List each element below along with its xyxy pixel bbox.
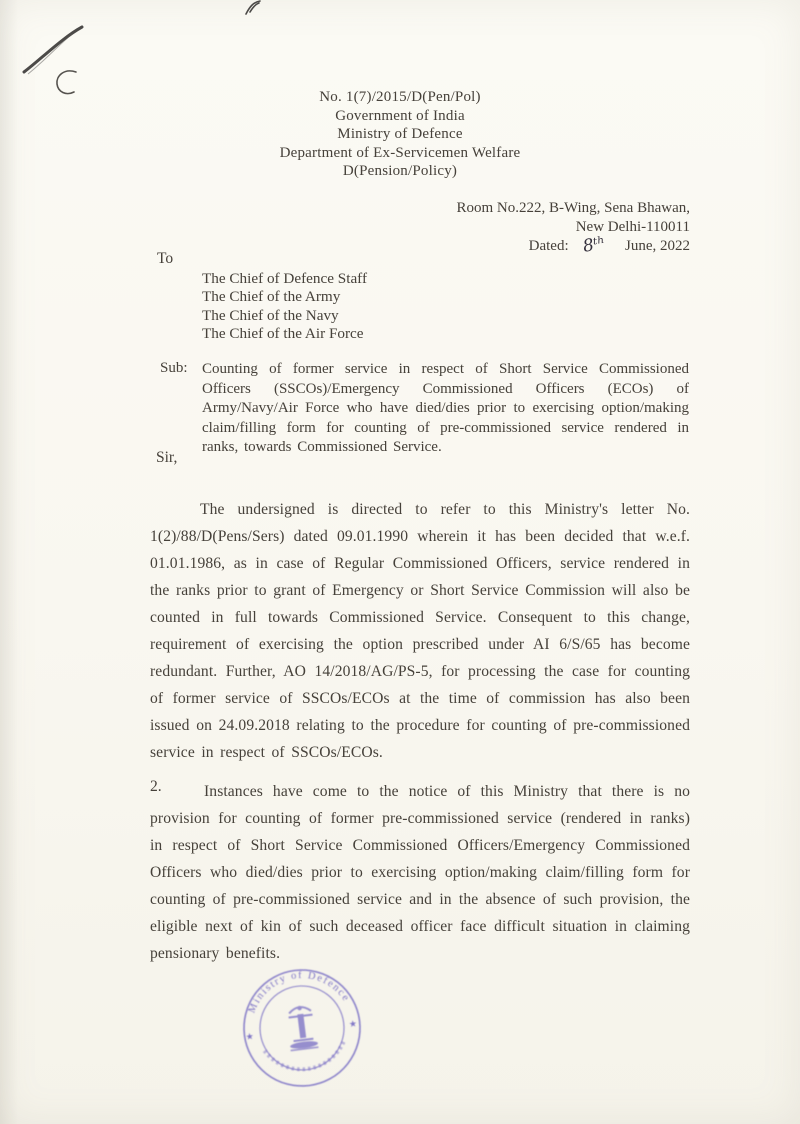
org-line-division: D(Pension/Policy) [342,163,458,179]
body-paragraph-2: Instances have come to the notice of this Ministry that there is no provision for counting of former pre-commissioned service (rendered in ranks) in respect of Short Service Commissioned Officers/Emergency Commissioned Officers who died/dies prior to exercising option/making claim/filling form for counting of pre-commissioned service and in the absence of such provision, the eligible next of kin of such deceased officer face difficult situation in claiming pensionary benefits. [150,783,690,962]
dated-label: Dated: [528,238,569,254]
recipient-navy: The Chief of the Navy [202,306,339,324]
org-line-ministry: Ministry of Defence [337,126,463,142]
to-label: To [157,250,174,267]
reference-number: No. 1(7)/2015/D(Pen/Pol) [319,89,481,105]
subject-text: Counting of former service in respect of Short Service Commissioned Officers (SSCOs)/Emergency Commissioned Officers (ECOs) of Army/Navy/Air Force who have died/dies prior to exercising option/making claim/filling form for counting of pre-commissioned service rendered in ranks, towards Commissioned Service. [202,361,689,456]
org-line-govt: Government of India [335,107,465,124]
dated-month-year: June, 2022 [625,238,690,254]
recipient-list [202,270,367,343]
stamp-star-left-icon: ★ [245,1030,255,1042]
paragraph-2-number: 2. [150,778,162,795]
recipient-army: The Chief of the Army [202,288,341,306]
dated-line [456,233,690,257]
stamp-top-text: Ministry of Defence [246,969,352,1015]
letterhead [0,88,800,181]
recipient-cds: The Chief of Defence Staff [202,270,368,287]
ministry-of-defence-stamp [228,954,375,1101]
org-line-department: Department of Ex-Servicemen Welfare [279,144,521,161]
stamp-star-right-icon: ★ [348,1018,358,1030]
body-paragraph-1: The undersigned is directed to refer to this Ministry's letter No. 1(2)/88/D(Pens/Sers) dated 09.01.1990 wherein it has been decided that w.e.f. 01.01.1986, as in case of Regular Commissioned Officers, service rendered in the ranks prior to grant of Emergency or Short Service Commission will also be counted in full towards Commissioned Service. Consequent to this change, requirement of exercising the option prescribed under AI 6/S/65 has become redundant. Further, AO 14/2018/AG/PS-5, for processing the case for counting of former service of SSCOs/ECOs at the time of commission has also been issued on 24.09.2018 relating to the procedure for counting of pre-commissioned service in respect of SSCOs/ECOs. [150,501,690,761]
address-line-1: Room No.222, B-Wing, Sena Bhawan, [456,200,690,216]
subject-label: Sub: [160,360,188,376]
office-address-block [456,199,690,256]
handwritten-date: 8ᵗʰ [581,233,607,257]
ashoka-emblem-icon [285,1004,318,1050]
address-line-2: New Delhi-110011 [575,218,690,235]
salutation: Sir, [156,449,178,466]
recipient-airforce: The Chief of the Air Force [202,324,364,342]
ink-smudge-icon [242,0,264,16]
